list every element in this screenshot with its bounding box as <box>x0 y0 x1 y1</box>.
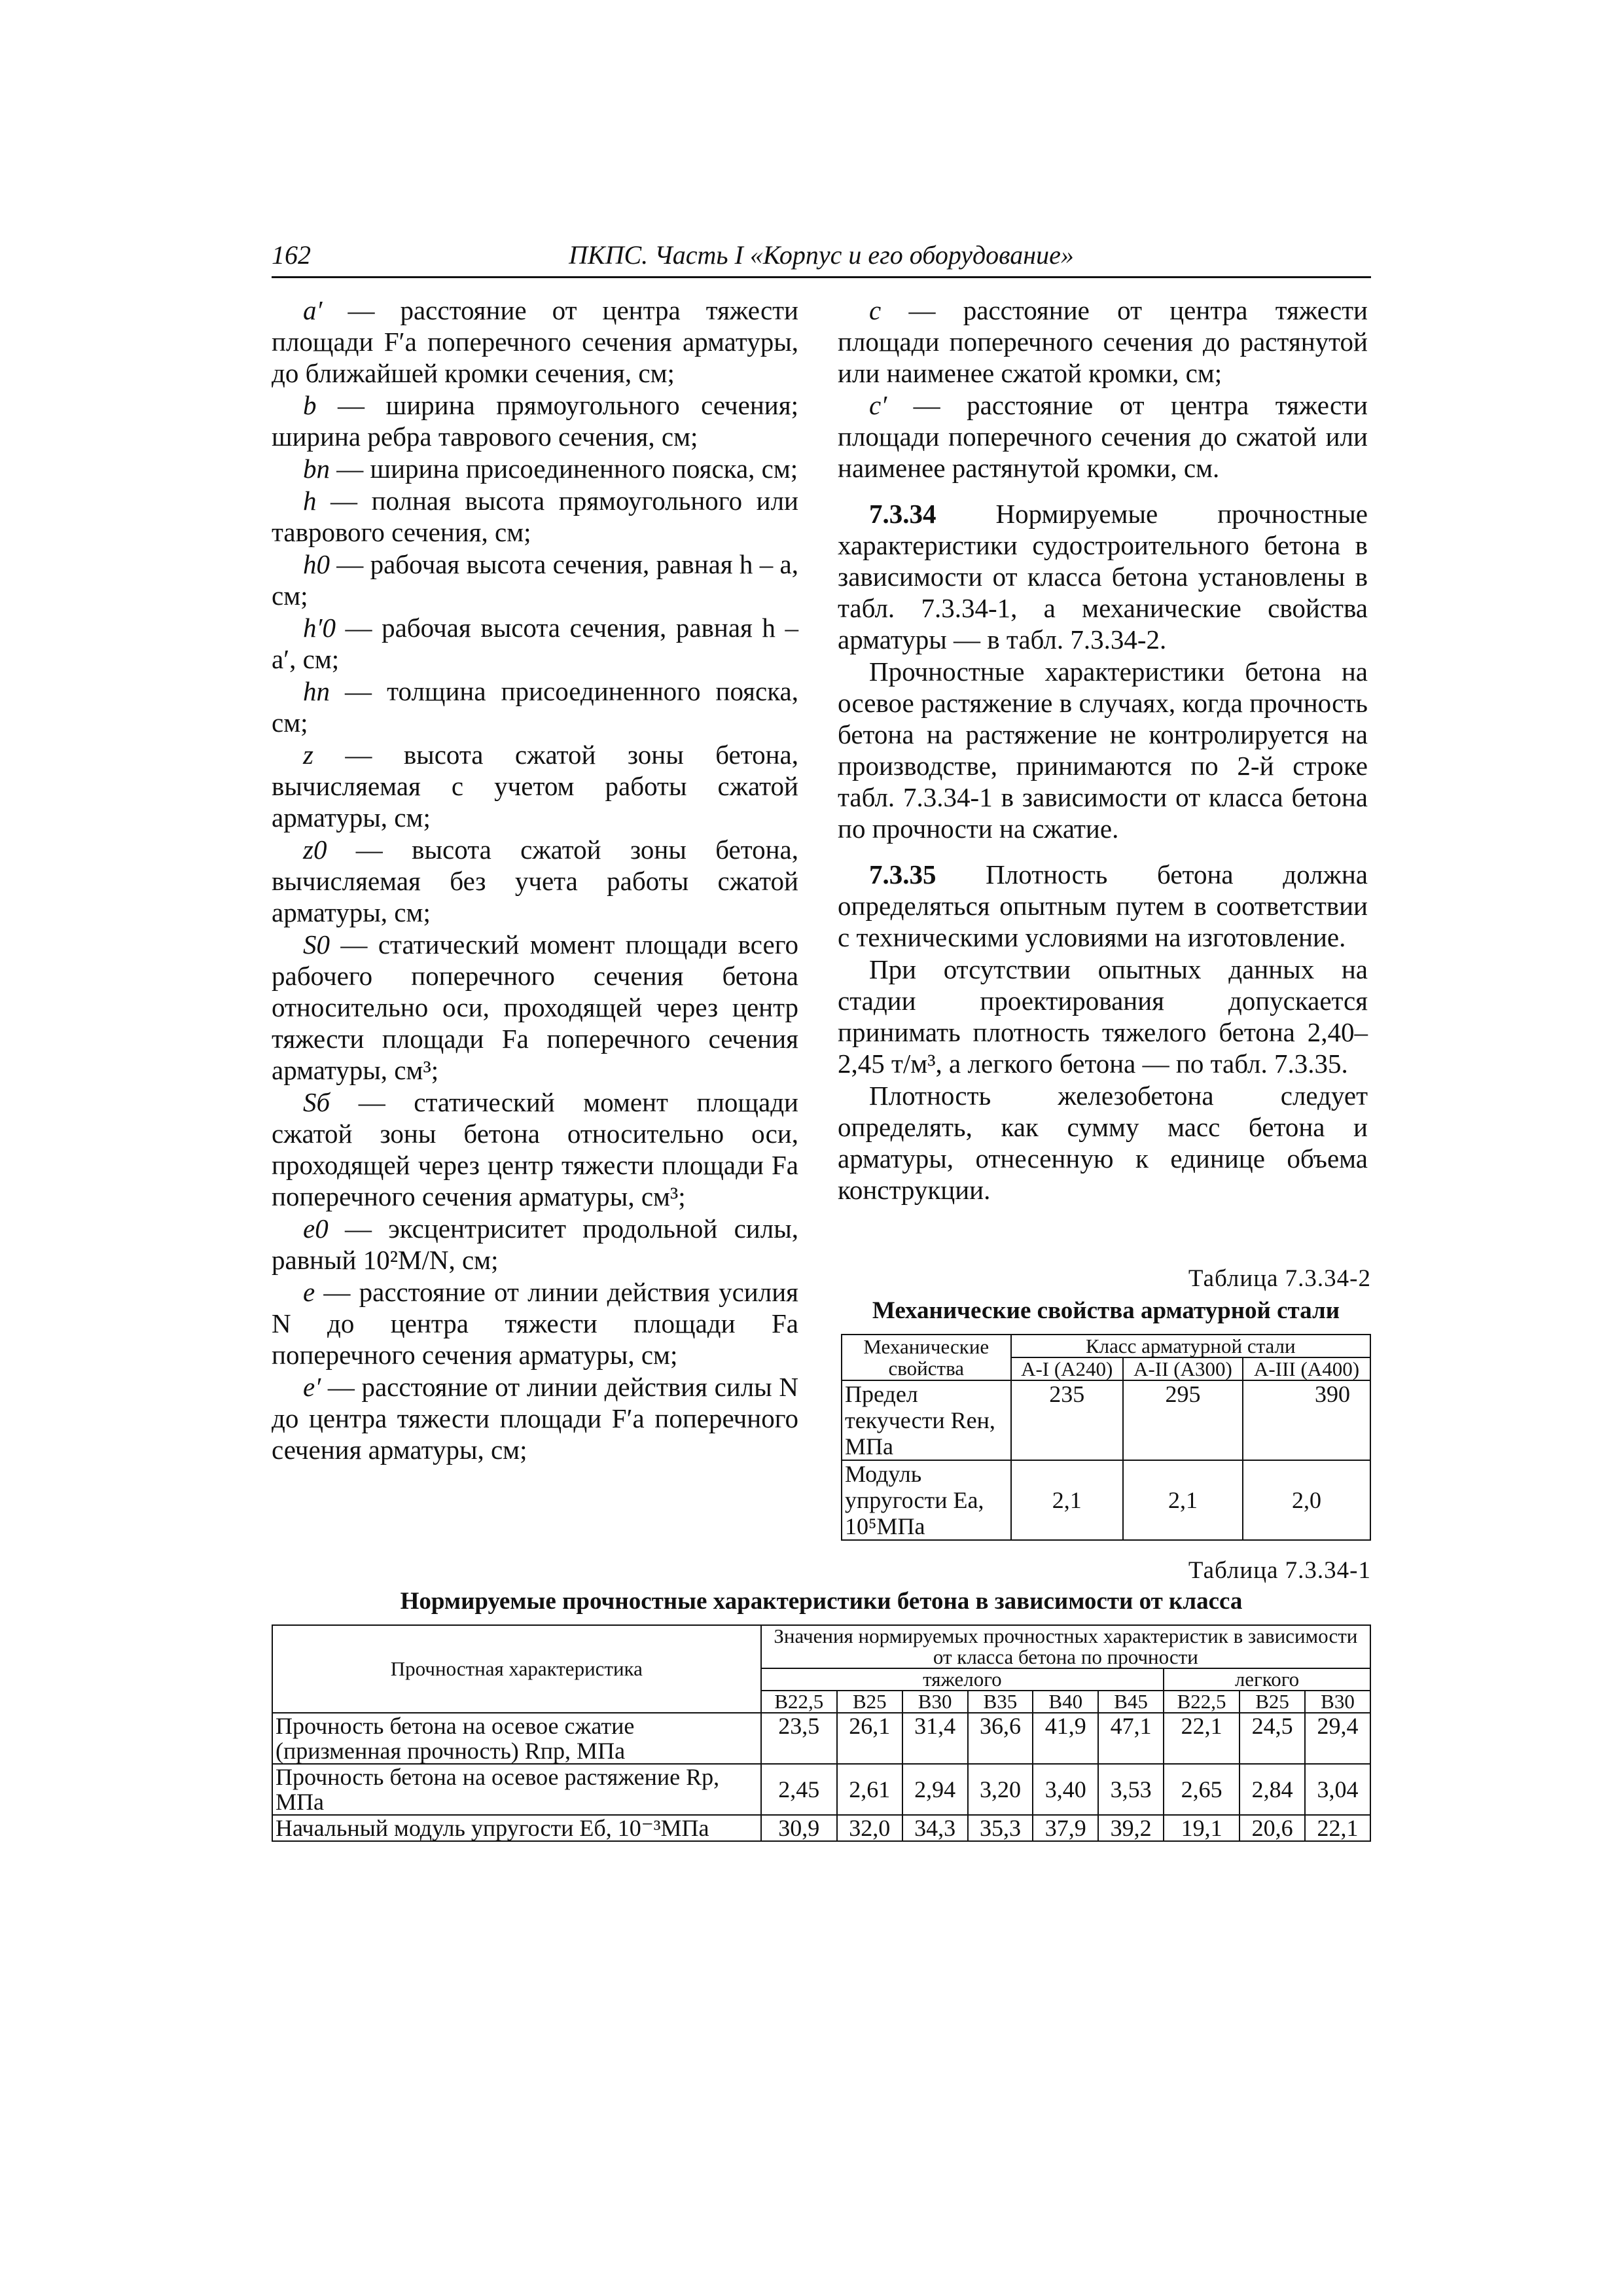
table-cell: 295 <box>1123 1380 1243 1460</box>
column-header: В25 <box>1240 1691 1305 1713</box>
definition-hp: hп — толщина присоединенного пояска, см; <box>272 676 798 738</box>
table-caption: Механические свойства арматурной стали <box>872 1297 1340 1324</box>
table-cell: 2,1 <box>1123 1460 1243 1540</box>
column-header: А-I (А240) <box>1011 1357 1123 1380</box>
table-7-3-34-2-block <box>841 1265 1371 1541</box>
page-number: 162 <box>272 240 311 270</box>
definition-e: e — расстояние от линии действия усилия N до центра тяжести площади Fа поперечного сечения арматуры, см; <box>272 1277 798 1370</box>
table-7-3-34-1-block <box>272 1556 1371 1842</box>
section-7-3-34: 7.3.34 Нормируемые прочностные характеристики судостроительного бетона в зависимости от класса бетона установлены в табл. 7.3.34-1, а механические свойства арматуры — в табл. 7.3.34-2. <box>838 499 1368 655</box>
table-row <box>272 1815 1370 1841</box>
column-header: В30 <box>902 1691 968 1713</box>
definition-c-prime: c′ — расстояние от центра тяжести площади поперечного сечения до сжатой или наименее растянутой кромки, см. <box>838 390 1368 483</box>
table-row <box>842 1380 1370 1460</box>
definition-bp: bп — ширина присоединенного пояска, см; <box>303 454 798 484</box>
definition-e0: e0 — эксцентриситет продольной силы, равный 10²M/N, см; <box>272 1213 798 1275</box>
running-title: ПКПС. Часть I «Корпус и его оборудование» <box>569 240 1074 270</box>
definition-h0-prime: h′0 — рабочая высота сечения, равная h – a′, см; <box>272 613 798 674</box>
definition-z0: z0 — высота сжатой зоны бетона, вычисляемая без учета работы сжатой арматуры, см; <box>272 834 798 927</box>
column-group-heavy: тяжелого <box>761 1668 1164 1691</box>
left-column <box>272 295 798 1466</box>
table-cell: 22,1 <box>1164 1713 1240 1764</box>
column-group-light: легкого <box>1164 1668 1370 1691</box>
table-cell: 2,61 <box>837 1764 902 1815</box>
row-label: Предел текучести Reн, МПа <box>842 1380 1011 1460</box>
table-row <box>842 1460 1370 1540</box>
definition-c: c — расстояние от центра тяжести площади поперечного сечения до растянутой или наименее сжатой кромки, см; <box>838 295 1368 388</box>
paragraph-density: При отсутствии опытных данных на стадии проектирования допускается принимать плотность тяжелого бетона 2,40–2,45 т/м³, а легкого бетона — по табл. 7.3.35. <box>838 954 1368 1079</box>
definition-s0: S0 — статический момент площади всего рабочего поперечного сечения бетона относительно оси, проходящей через центр тяжести площади Fа поперечного сечения арматуры, см³; <box>272 929 798 1085</box>
definition-e-prime: e′ — расстояние от линии действия силы N до центра тяжести площади F′а поперечного сечения арматуры, см; <box>272 1372 798 1465</box>
table-row <box>272 1764 1370 1815</box>
column-header: В35 <box>968 1691 1033 1713</box>
table-cell: 39,2 <box>1098 1815 1164 1841</box>
definition-b: b — ширина прямоугольного сечения; ширина ребра таврового сечения, см; <box>272 390 798 452</box>
table-cell: 24,5 <box>1240 1713 1305 1764</box>
column-header: В30 <box>1305 1691 1370 1713</box>
table-cell: 19,1 <box>1164 1815 1240 1841</box>
concrete-strength-table <box>272 1624 1371 1842</box>
column-header: В40 <box>1033 1691 1098 1713</box>
definition-a-prime: a′ — расстояние от центра тяжести площади F′а поперечного сечения арматуры, до ближайшей кромки сечения, см; <box>272 295 798 388</box>
table-cell: 23,5 <box>761 1713 837 1764</box>
column-header: А-II (А300) <box>1123 1357 1243 1380</box>
table-cell: 30,9 <box>761 1815 837 1841</box>
column-header: А-III (А400) <box>1243 1357 1370 1380</box>
table-cell: 2,1 <box>1011 1460 1123 1540</box>
steel-properties-table <box>841 1334 1371 1541</box>
table-cell: 235 <box>1011 1380 1123 1460</box>
table-cell: 29,4 <box>1305 1713 1370 1764</box>
row-label: Модуль упругости Eа, 10⁵МПа <box>842 1460 1011 1540</box>
table-cell: 36,6 <box>968 1713 1033 1764</box>
section-7-3-35: 7.3.35 Плотность бетона должна определяться опытным путем в соответствии с техническими условиями на изготовление. <box>838 859 1368 952</box>
running-header <box>272 237 1371 278</box>
paragraph-reinforced: Плотность железобетона следует определять, как сумму масс бетона и арматуры, отнесенную к единице объема конструкции. <box>838 1081 1368 1205</box>
table-cell: 390 <box>1243 1380 1370 1460</box>
column-header: В22,5 <box>1164 1691 1240 1713</box>
table-cell: 2,65 <box>1164 1764 1240 1815</box>
row-label: Прочность бетона на осевое сжатие (призменная прочность) Rпр, МПа <box>272 1713 761 1764</box>
row-label: Прочность бетона на осевое растяжение Rр, МПа <box>272 1764 761 1815</box>
table-cell: 35,3 <box>968 1815 1033 1841</box>
table-cell: 31,4 <box>902 1713 968 1764</box>
table-cell: 47,1 <box>1098 1713 1164 1764</box>
paragraph-tensile: Прочностные характеристики бетона на осевое растяжение в случаях, когда прочность бетона на растяжение не контролируется на производстве, принимаются по 2-й строке табл. 7.3.34-1 в зависимости от класса бетона по прочности на сжатие. <box>838 656 1368 844</box>
table-cell: 41,9 <box>1033 1713 1098 1764</box>
definition-h0: h0 — рабочая высота сечения, равная h – a, см; <box>272 549 798 611</box>
table-cell: 37,9 <box>1033 1815 1098 1841</box>
definition-sb: Sб — статический момент площади сжатой зоны бетона относительно оси, проходящей через центр тяжести площади Fа поперечного сечения арматуры, см³; <box>272 1087 798 1211</box>
column-header: Механические свойства <box>842 1335 1011 1380</box>
table-cell: 20,6 <box>1240 1815 1305 1841</box>
table-cell: 32,0 <box>837 1815 902 1841</box>
column-header: В22,5 <box>761 1691 837 1713</box>
column-group-header: Класс арматурной стали <box>1011 1335 1370 1357</box>
table-label: Таблица 7.3.34-1 <box>1188 1557 1371 1584</box>
table-cell: 3,04 <box>1305 1764 1370 1815</box>
column-header: Прочностная характеристика <box>272 1625 761 1713</box>
table-cell: 3,53 <box>1098 1764 1164 1815</box>
column-group-header: Значения нормируемых прочностных характеристик в зависимости от класса бетона по прочности <box>761 1625 1370 1668</box>
table-caption: Нормируемые прочностные характеристики бетона в зависимости от класса <box>400 1588 1243 1615</box>
table-cell: 2,0 <box>1243 1460 1370 1540</box>
definition-h: h — полная высота прямоугольного или таврового сечения, см; <box>272 486 798 547</box>
table-cell: 2,94 <box>902 1764 968 1815</box>
table-row <box>272 1713 1370 1764</box>
column-header: В25 <box>837 1691 902 1713</box>
table-label: Таблица 7.3.34-2 <box>1188 1265 1371 1292</box>
definition-z: z — высота сжатой зоны бетона, вычисляемая с учетом работы сжатой арматуры, см; <box>272 740 798 833</box>
table-cell: 3,40 <box>1033 1764 1098 1815</box>
table-cell: 34,3 <box>902 1815 968 1841</box>
column-header: В45 <box>1098 1691 1164 1713</box>
right-column <box>838 295 1368 1206</box>
row-label: Начальный модуль упругости Eб, 10⁻³МПа <box>272 1815 761 1841</box>
table-cell: 3,20 <box>968 1764 1033 1815</box>
table-cell: 2,45 <box>761 1764 837 1815</box>
table-cell: 2,84 <box>1240 1764 1305 1815</box>
table-cell: 22,1 <box>1305 1815 1370 1841</box>
table-cell: 26,1 <box>837 1713 902 1764</box>
